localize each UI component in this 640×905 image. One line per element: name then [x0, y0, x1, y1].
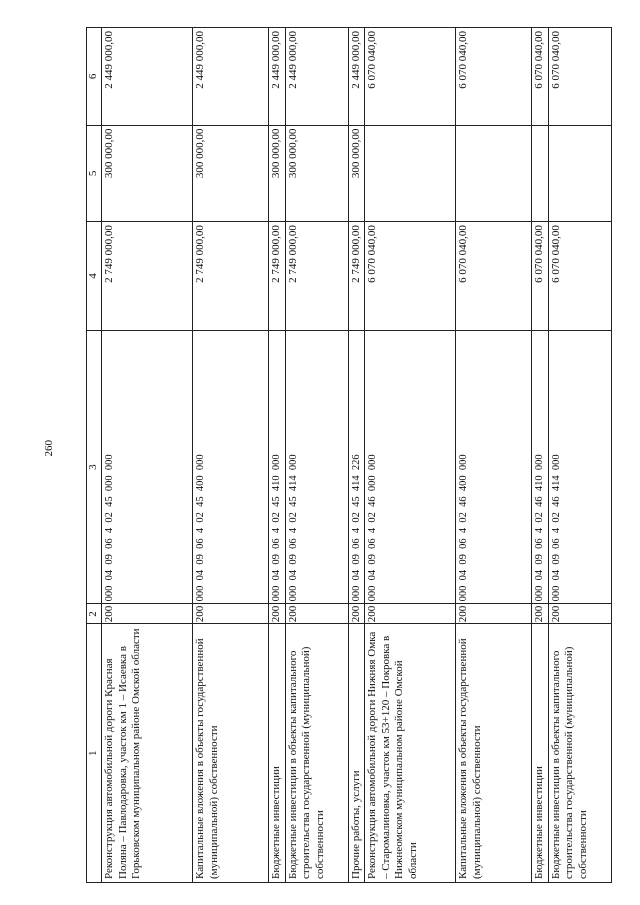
- row-value-col5: 300 000,00: [102, 125, 193, 222]
- row-value-col4: 2 749 000,00: [285, 222, 348, 331]
- table-row: [269, 28, 286, 883]
- column-header: 2: [87, 604, 102, 624]
- column-header: 6: [87, 28, 102, 126]
- row-name: Капитальные вложения в объекты государственной (муниципальной) собственности: [193, 624, 269, 883]
- row-value-col4: 2 749 000,00: [348, 222, 365, 331]
- row-classification-code: 000 04 09 06 4 02 45 410 000: [269, 330, 286, 604]
- row-value-col5: 300 000,00: [285, 125, 348, 222]
- table-row: [532, 28, 549, 883]
- row-code: 200: [269, 604, 286, 624]
- column-header: 4: [87, 222, 102, 331]
- row-code: 200: [456, 604, 532, 624]
- row-name: Прочие работы, услуги: [348, 624, 365, 883]
- row-value-col4: 2 749 000,00: [193, 222, 269, 331]
- rotated-table-wrapper: [86, 27, 589, 883]
- row-name: Бюджетные инвестиции в объекты капитального строительства государственной (муниципальной) собственности: [285, 624, 348, 883]
- row-name: Бюджетные инвестиции в объекты капитального строительства государственной (муниципальной) собственности: [548, 624, 611, 883]
- row-value-col6: 2 449 000,00: [348, 28, 365, 126]
- budget-table: [86, 27, 612, 883]
- table-row: [456, 28, 532, 883]
- row-value-col6: 2 449 000,00: [102, 28, 193, 126]
- row-code: 200: [548, 604, 611, 624]
- row-value-col5: 300 000,00: [269, 125, 286, 222]
- row-value-col5: [532, 125, 549, 222]
- table-row: [102, 28, 193, 883]
- column-header: 1: [87, 624, 102, 883]
- column-header: 5: [87, 125, 102, 222]
- row-classification-code: 000 04 09 06 4 02 45 400 000: [193, 330, 269, 604]
- row-value-col6: 2 449 000,00: [285, 28, 348, 126]
- row-value-col4: 6 070 040,00: [548, 222, 611, 331]
- row-value-col6: 2 449 000,00: [269, 28, 286, 126]
- row-name: Капитальные вложения в объекты государственной (муниципальной) собственности: [456, 624, 532, 883]
- row-value-col5: [456, 125, 532, 222]
- row-code: 200: [285, 604, 348, 624]
- table-row: [365, 28, 456, 883]
- row-value-col5: [365, 125, 456, 222]
- row-code: 200: [365, 604, 456, 624]
- row-classification-code: 000 04 09 06 4 02 45 414 226: [348, 330, 365, 604]
- row-code: 200: [102, 604, 193, 624]
- page-number: 260: [43, 440, 55, 457]
- row-value-col6: 6 070 040,00: [532, 28, 549, 126]
- table-row: [348, 28, 365, 883]
- row-value-col4: 6 070 040,00: [365, 222, 456, 331]
- table-header-row: [87, 28, 102, 883]
- row-classification-code: 000 04 09 06 4 02 46 400 000: [456, 330, 532, 604]
- table-row: [193, 28, 269, 883]
- row-value-col4: 6 070 040,00: [532, 222, 549, 331]
- row-value-col5: [548, 125, 611, 222]
- row-name: Бюджетные инвестиции: [269, 624, 286, 883]
- row-value-col5: 300 000,00: [348, 125, 365, 222]
- row-name: Бюджетные инвестиции: [532, 624, 549, 883]
- table-row: [285, 28, 348, 883]
- row-code: 200: [348, 604, 365, 624]
- row-value-col6: 6 070 040,00: [365, 28, 456, 126]
- row-classification-code: 000 04 09 06 4 02 46 414 000: [548, 330, 611, 604]
- row-classification-code: 000 04 09 06 4 02 46 000 000: [365, 330, 456, 604]
- row-value-col6: 2 449 000,00: [193, 28, 269, 126]
- row-value-col4: 2 749 000,00: [102, 222, 193, 331]
- row-value-col4: 6 070 040,00: [456, 222, 532, 331]
- row-name: Реконструкция автомобильной дороги Красная Поляна – Павлодаровка, участок км 1 – Исаевка в Горьковском муниципальном районе Омской области: [102, 624, 193, 883]
- row-value-col6: 6 070 040,00: [548, 28, 611, 126]
- table-row: [548, 28, 611, 883]
- row-value-col4: 2 749 000,00: [269, 222, 286, 331]
- row-name: Реконструкция автомобильной дороги Нижняя Омка – Старомалиновка, участок км 53+120 – Покровка в Нижнеомском муниципальном районе Омской области: [365, 624, 456, 883]
- column-header: 3: [87, 330, 102, 604]
- row-classification-code: 000 04 09 06 4 02 46 410 000: [532, 330, 549, 604]
- row-classification-code: 000 04 09 06 4 02 45 000 000: [102, 330, 193, 604]
- row-value-col5: 300 000,00: [193, 125, 269, 222]
- row-code: 200: [532, 604, 549, 624]
- row-code: 200: [193, 604, 269, 624]
- row-value-col6: 6 070 040,00: [456, 28, 532, 126]
- row-classification-code: 000 04 09 06 4 02 45 414 000: [285, 330, 348, 604]
